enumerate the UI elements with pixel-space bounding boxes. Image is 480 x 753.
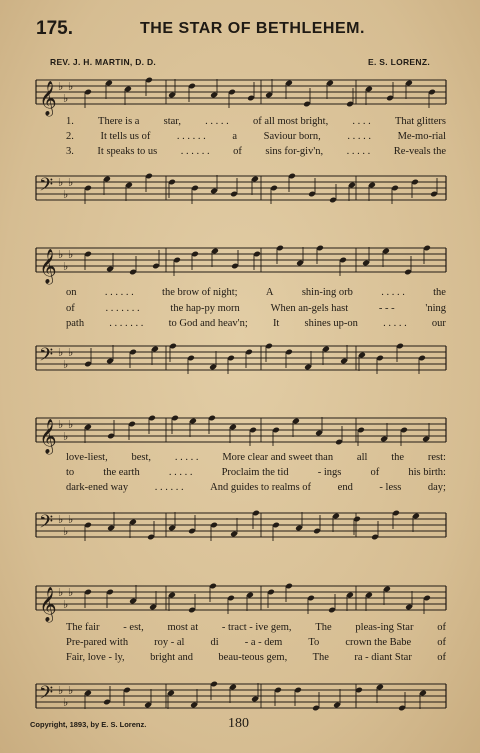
lyric-syllable: his birth:: [408, 467, 446, 478]
treble-staff-3: [36, 410, 446, 454]
svg-text:♭: ♭: [68, 418, 74, 431]
svg-text:♭: ♭: [58, 586, 64, 599]
lyric-line: [66, 318, 446, 329]
lyric-line: [66, 637, 446, 648]
svg-text:𝄞: 𝄞: [39, 419, 57, 454]
lyric-syllable: roy - al: [154, 637, 185, 648]
lyric-syllable: . . . . . .: [176, 131, 206, 142]
page-number: 180: [228, 716, 249, 731]
lyric-syllable: 'ning: [425, 303, 446, 314]
lyric-syllable: di: [210, 637, 219, 648]
svg-text:♭: ♭: [68, 346, 74, 359]
lyric-syllable: There is a: [98, 116, 140, 127]
lyric-syllable: 2.: [66, 131, 74, 142]
svg-text:♭: ♭: [63, 188, 69, 201]
svg-text:♭: ♭: [63, 598, 69, 611]
lyric-syllable: - a - dem: [244, 637, 283, 648]
svg-text:♭: ♭: [58, 176, 64, 189]
lyric-syllable: The: [312, 652, 329, 663]
lyric-syllable: the hap-py morn: [170, 303, 240, 314]
lyric-syllable: The fair: [66, 622, 100, 633]
lyric-syllable: . . . . .: [383, 318, 407, 329]
lyric-syllable: Proclaim the tid: [221, 467, 289, 478]
svg-text:♭: ♭: [63, 92, 69, 105]
lyric-syllable: bright and: [150, 652, 193, 663]
lyric-syllable: of: [66, 303, 75, 314]
lyric-syllable: our: [431, 318, 446, 329]
lyric-syllable: . . . . .: [205, 116, 229, 127]
lyric-syllable: the: [391, 452, 405, 463]
lyric-syllable: end: [337, 482, 353, 493]
lyric-syllable: That glitters: [394, 116, 446, 127]
author-credit: REV. J. H. MARTIN, D. D.: [50, 57, 157, 67]
lyric-syllable: on: [66, 287, 77, 298]
svg-text:♭: ♭: [68, 80, 74, 93]
lyric-syllable: of: [437, 622, 446, 633]
svg-text:𝄢: 𝄢: [39, 683, 54, 708]
svg-text:♭: ♭: [58, 684, 64, 697]
svg-text:♭: ♭: [68, 176, 74, 189]
lyric-line: [66, 482, 446, 493]
lyric-syllable: . . . . .: [347, 131, 371, 142]
lyric-syllable: 3.: [66, 146, 74, 157]
copyright-notice: Copyright, 1893, by E. S. Lorenz.: [30, 720, 147, 729]
lyric-line: [66, 131, 446, 142]
lyric-syllable: - tract - ive gem,: [221, 622, 292, 633]
lyric-syllable: 1.: [66, 116, 74, 127]
treble-staff-4: [36, 578, 446, 622]
svg-text:♭: ♭: [58, 418, 64, 431]
lyric-syllable: . . . . .: [381, 287, 405, 298]
lyric-syllable: . . . . . .: [154, 482, 184, 493]
lyric-syllable: . . . . . .: [104, 287, 134, 298]
lyric-line: [66, 146, 446, 157]
svg-text:♭: ♭: [63, 525, 69, 538]
svg-text:𝄞: 𝄞: [39, 81, 57, 116]
lyric-syllable: most at: [167, 622, 199, 633]
lyric-syllable: Re-veals the: [393, 146, 446, 157]
lyric-syllable: And guides to realms of: [210, 482, 312, 493]
bass-staff-1: [36, 168, 446, 208]
lyric-syllable: a: [232, 131, 238, 142]
svg-text:♭: ♭: [63, 696, 69, 709]
svg-text:♭: ♭: [58, 346, 64, 359]
lyric-syllable: pleas-ing Star: [355, 622, 414, 633]
lyric-syllable: of all most bright,: [252, 116, 329, 127]
lyric-syllable: Me-mo-rial: [397, 131, 446, 142]
lyric-syllable: the brow of night;: [162, 287, 238, 298]
svg-text:♭: ♭: [58, 248, 64, 261]
lyric-syllable: path: [66, 318, 85, 329]
svg-text:𝄢: 𝄢: [39, 512, 54, 537]
hymn-title: THE STAR OF BETHLEHEM.: [140, 20, 365, 37]
lyric-syllable: shin-ing orb: [301, 287, 353, 298]
svg-text:♭: ♭: [68, 513, 74, 526]
svg-text:𝄢: 𝄢: [39, 175, 54, 200]
lyric-syllable: sins for-giv'n,: [265, 146, 324, 157]
lyric-syllable: A: [265, 287, 274, 298]
lyric-syllable: - est,: [123, 622, 144, 633]
lyric-syllable: . . . . .: [174, 452, 199, 463]
lyric-syllable: rest:: [427, 452, 446, 463]
treble-staff-1: [36, 72, 446, 116]
lyric-syllable: the: [433, 287, 446, 298]
svg-text:♭: ♭: [68, 248, 74, 261]
lyric-syllable: . . . . . .: [180, 146, 210, 157]
svg-text:♭: ♭: [63, 358, 69, 371]
svg-text:♭: ♭: [68, 684, 74, 697]
lyric-line: [66, 652, 446, 663]
lyric-line: [66, 303, 446, 314]
lyric-syllable: to God and heav'n;: [168, 318, 248, 329]
lyric-syllable: - - -: [378, 303, 395, 314]
lyric-syllable: Pre-pared with: [66, 637, 129, 648]
lyric-syllable: of: [370, 467, 380, 478]
lyric-line: [66, 622, 446, 633]
lyric-syllable: of: [233, 146, 242, 157]
lyric-syllable: . . . . .: [168, 467, 193, 478]
lyric-syllable: . . . . . . .: [105, 303, 140, 314]
lyric-syllable: It: [272, 318, 280, 329]
treble-staff-2: [36, 240, 446, 284]
svg-text:♭: ♭: [63, 430, 69, 443]
lyric-syllable: To: [308, 637, 320, 648]
lyric-syllable: to: [66, 467, 75, 478]
lyric-syllable: of: [437, 652, 446, 663]
svg-text:♭: ♭: [63, 260, 69, 273]
hymn-number: 175.: [36, 18, 73, 39]
lyric-syllable: It tells us of: [100, 131, 151, 142]
lyric-syllable: When an-gels hast: [270, 303, 349, 314]
lyric-syllable: ra - diant Star: [354, 652, 412, 663]
lyric-line: [66, 452, 446, 463]
lyric-syllable: star,: [163, 116, 181, 127]
bass-staff-2: [36, 338, 446, 378]
lyric-syllable: - less: [379, 482, 402, 493]
lyric-syllable: of: [437, 637, 446, 648]
lyric-syllable: . . . . . . .: [109, 318, 144, 329]
lyric-syllable: best,: [131, 452, 152, 463]
lyric-syllable: crown the Babe: [345, 637, 412, 648]
svg-text:♭: ♭: [68, 586, 74, 599]
lyric-line: [66, 116, 446, 127]
svg-text:♭: ♭: [58, 513, 64, 526]
lyric-syllable: . . . . .: [346, 146, 371, 157]
lyric-line: [66, 287, 446, 298]
lyric-line: [66, 467, 446, 478]
lyric-syllable: It speaks to us: [97, 146, 158, 157]
lyric-syllable: The: [315, 622, 332, 633]
lyric-syllable: Fair, love - ly,: [66, 652, 125, 663]
lyric-syllable: . . . .: [352, 116, 371, 127]
lyric-syllable: love-liest,: [66, 452, 108, 463]
svg-text:𝄞: 𝄞: [39, 249, 57, 284]
lyric-syllable: shines up-on: [304, 318, 358, 329]
lyric-syllable: beau-teous gem,: [218, 652, 288, 663]
bass-staff-3: [36, 505, 446, 545]
bass-staff-4: [36, 676, 446, 716]
svg-text:𝄢: 𝄢: [39, 345, 54, 370]
lyric-syllable: day;: [427, 482, 446, 493]
svg-text:𝄞: 𝄞: [39, 587, 57, 622]
lyric-syllable: More clear and sweet than: [222, 452, 334, 463]
lyric-syllable: all: [356, 452, 368, 463]
lyric-syllable: Saviour born,: [263, 131, 321, 142]
composer-credit: E. S. LORENZ.: [368, 57, 430, 67]
lyric-syllable: the earth: [103, 467, 140, 478]
svg-text:♭: ♭: [58, 80, 64, 93]
lyric-syllable: dark-ened way: [66, 482, 129, 493]
lyric-syllable: - ings: [317, 467, 342, 478]
